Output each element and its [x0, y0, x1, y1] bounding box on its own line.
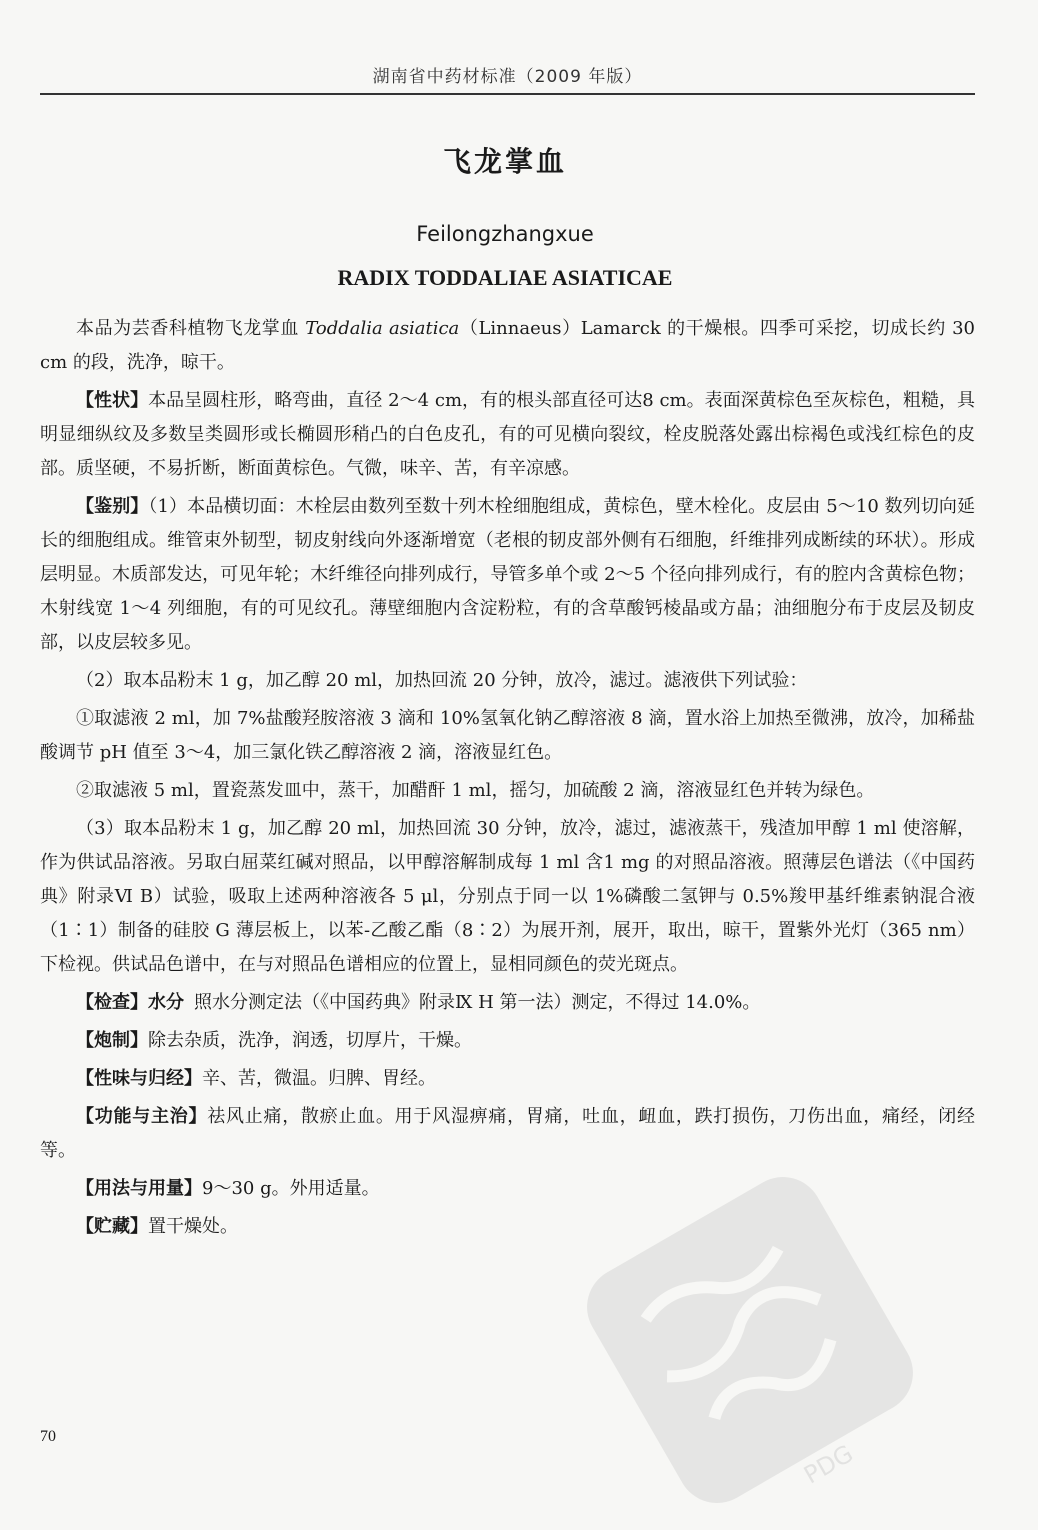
- latin-name: RADIX TODDALIAE ASIATICAE: [337, 265, 673, 290]
- inspection-sublabel: 水分: [148, 992, 184, 1013]
- identification-paragraph-5: （3）取本品粉末 1 g，加乙醇 20 ml，加热回流 30 分钟，放冷，滤过，滤液蒸干，残渣加甲醇 1 ml 使溶解，作为供试品溶液。另取白屈菜红碱对照品，以甲醇溶解制成每 1 ml 含1 mg 的对照品溶液。照薄层色谱法（《中国药典》附录Ⅵ B）试验，吸取上述两种溶液各 5 μl，分别点于同一以 1%磷酸二氢钾与 0.5%羧甲基纤维素钠混合液（1∶1）制备的硅胶 G 薄层板上，以苯-乙酸乙酯（8∶2）为展开剂，展开，取出，晾干，置紫外光灯（365 nm）下检视。供试品色谱中，在与对照品色谱相应的位置上，显相同颜色的荧光斑点。: [40, 818, 975, 975]
- header-rule: [40, 93, 975, 95]
- watermark-text: PDG: [799, 1439, 858, 1490]
- processing-label: 【炮制】: [76, 1030, 148, 1051]
- function-label: 【功能与主治】: [76, 1106, 208, 1127]
- nature-section: [40, 1062, 975, 1096]
- usage-label: 【用法与用量】: [76, 1178, 202, 1199]
- properties-text: 本品呈圆柱形，略弯曲，直径 2～4 cm，有的根头部直径可达8 cm。表面深黄棕色至灰棕色，粗糙，具明显细纵纹及多数呈类圆形或长椭圆形稍凸的白色皮孔，有的可见横向裂纹，栓皮脱落处露出棕褐色或浅红棕色的皮部。质坚硬，不易折断，断面黄棕色。气微，味辛、苦，有辛凉感。: [40, 390, 976, 479]
- identification-paragraph-3: ①取滤液 2 ml，加 7%盐酸羟胺溶液 3 滴和 10%氢氧化钠乙醇溶液 8 滴，置水浴上加热至微沸，放冷，加稀盐酸调节 pH 值至 3～4，加三氯化铁乙醇溶液 2 滴，溶液显红色。: [40, 708, 975, 763]
- storage-label: 【贮藏】: [76, 1216, 148, 1237]
- inspection-text: 照水分测定法（《中国药典》附录Ⅸ H 第一法）测定，不得过 14.0%。: [194, 992, 761, 1013]
- running-header: 湖南省中药材标准（2009 年版）: [372, 67, 643, 87]
- identification-paragraph-2: （2）取本品粉末 1 g，加乙醇 20 ml，加热回流 20 分钟，放冷，滤过。滤液供下列试验：: [76, 670, 808, 691]
- species-name: Toddalia asiatica: [305, 318, 460, 339]
- nature-label: 【性味与归经】: [76, 1068, 202, 1089]
- watermark-stamp: [560, 1150, 940, 1530]
- identification-section: [40, 490, 975, 660]
- usage-text: 9～30 g。外用适量。: [202, 1178, 380, 1199]
- properties-label: 【性状】: [76, 390, 149, 411]
- function-text: 祛风止痛，散瘀止血。用于风湿痹痛，胃痛，吐血，衄血，跌打损伤，刀伤出血，痛经，闭经等。: [40, 1106, 976, 1161]
- pinyin-name: Feilongzhangxue: [416, 222, 594, 246]
- storage-text: 置干燥处。: [148, 1216, 238, 1237]
- page-title: 飞龙掌血: [442, 145, 567, 178]
- processing-section: [40, 1024, 975, 1058]
- processing-text: 除去杂质，洗净，润透，切厚片，干燥。: [148, 1030, 472, 1051]
- intro-paragraph: [40, 312, 975, 380]
- identification-paragraph-4: ②取滤液 5 ml，置瓷蒸发皿中，蒸干，加醋酐 1 ml，摇匀，加硫酸 2 滴，溶液显红色并转为绿色。: [76, 780, 875, 801]
- monograph-body: [40, 312, 975, 1248]
- inspection-section: [40, 986, 975, 1020]
- identification-text-1: （1）本品横切面：木栓层由数列至数十列木栓细胞组成，黄棕色，壁木栓化。皮层由 5～10 数列切向延长的细胞组成。维管束外韧型，韧皮射线向外逐渐增宽（老根的韧皮部外侧有石细胞，纤维排列成断续的环状）。形成层明显。木质部发达，可见年轮；木纤维径向排列成行，导管多单个或 2～5 个径向排列成行，有的腔内含黄棕色物；木射线宽 1～4 列细胞，有的可见纹孔。薄壁细胞内含淀粉粒，有的含草酸钙棱晶或方晶；油细胞分布于皮层及韧皮部，以皮层较多见。: [40, 496, 976, 653]
- properties-section: [40, 384, 975, 486]
- page-number: 70: [40, 1428, 56, 1445]
- intro-text-pre: 本品为芸香科植物飞龙掌血: [76, 318, 306, 339]
- intro-text-post: （Linnaeus）Lamarck 的干燥根。四季可采挖，切成长约 30 cm 的段，洗净，晾干。: [40, 318, 975, 373]
- inspection-label: 【检查】: [76, 992, 148, 1013]
- nature-text: 辛、苦，微温。归脾、胃经。: [202, 1068, 436, 1089]
- identification-label: 【鉴别】: [76, 496, 149, 517]
